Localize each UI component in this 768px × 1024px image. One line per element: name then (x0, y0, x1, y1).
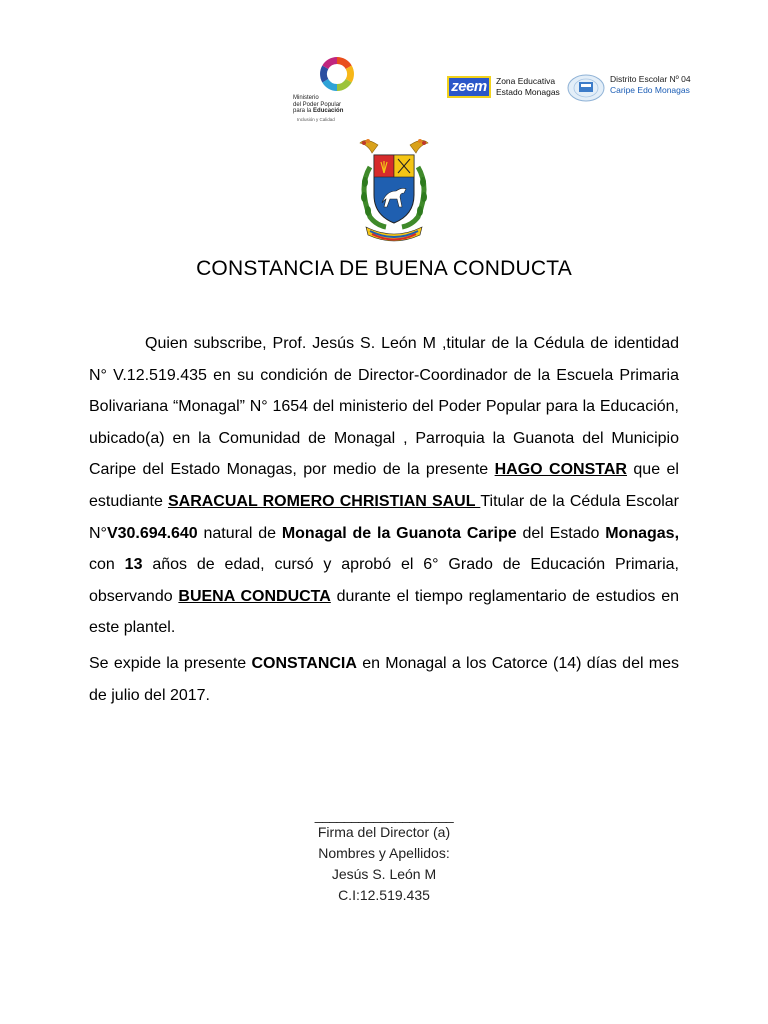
signature-names-label: Nombres y Apellidos: (318, 845, 450, 861)
zeem-logo: zeem (447, 76, 491, 98)
student-name: SARACUAL ROMERO CHRISTIAN SAUL (167, 492, 481, 510)
constancia-word: CONSTANCIA (251, 654, 357, 672)
body-text-3: Titular de la Cédula Escolar N° (89, 492, 680, 542)
signature-block (0, 808, 768, 906)
signature-name: Jesús S. León M (331, 866, 437, 882)
signature-line: ___________________ (314, 807, 454, 823)
signature-role: Firma del Director (a) (317, 824, 451, 840)
signature-ci: C.I:12.519.435 (338, 887, 430, 903)
distrito-line2: Caripe Edo Monagas (610, 85, 690, 95)
zona-educativa-text (496, 76, 560, 98)
distrito-globe-icon (566, 73, 606, 103)
ministry-line3-b: Educación (313, 108, 344, 114)
ministry-tagline: Inclusión y Calidad (297, 116, 335, 122)
birth-place: Monagal de la Guanota Caripe (281, 524, 517, 542)
body-text-4: natural de (197, 524, 282, 542)
paragraph-expide (89, 648, 679, 711)
body-text-6: con (89, 556, 125, 574)
paragraph-main (89, 328, 679, 644)
ministry-logo-text (293, 95, 343, 123)
zona-educativa-banner (440, 70, 708, 106)
document-body (89, 328, 679, 711)
zona-line2: Estado Monagas (496, 87, 560, 97)
coat-of-arms-icon (356, 137, 432, 245)
zona-line1: Zona Educativa (496, 76, 556, 86)
body-text-5: del Estado (516, 524, 606, 542)
body-text-2: que el estudiante (89, 461, 679, 510)
distrito-line1: Distrito Escolar Nº 04 (610, 74, 691, 84)
student-age: 13 (124, 556, 143, 574)
body-text-7: años de edad, cursó y aprobó el 6° Grado de Educación Primaria, observando (89, 556, 680, 605)
body-text-9: Se expide la presente (89, 654, 252, 672)
birth-state: Monagas, (605, 524, 680, 542)
ministry-emblem-icon (307, 55, 367, 93)
document-title: CONSTANCIA DE BUENA CONDUCTA (196, 257, 572, 280)
ministry-line1: Ministerio (293, 95, 319, 101)
body-text-10: en Monagal a los Catorce (14) días del mes de julio del 2017. (89, 654, 680, 704)
ministry-line3-a: para la (293, 108, 312, 114)
ministry-logo (285, 55, 385, 127)
body-text-8: durante el tiempo reglamentario de estudios en este plantel. (89, 587, 679, 637)
buena-conducta: BUENA CONDUCTA (178, 587, 331, 605)
student-cedula: V30.694.640 (106, 524, 198, 542)
hago-constar: HAGO CONSTAR (494, 461, 627, 479)
distrito-escolar-text (610, 74, 691, 96)
ministry-line2: del Poder Popular (293, 101, 342, 108)
body-text-1: Quien subscribe, Prof. Jesús S. León M ,titular de la Cédula de identidad N° V.12.519.435 en su condición de Director-Coordinador de la Escuela Primaria Bolivariana “Monagal” N° 1654 del ministerio del Poder Popular para la Educación, ubicado(a) en la Comunidad de Monagal , Parroquia la Guanota del Municipio Caripe del Estado Monagas, por medio de la presente (89, 335, 679, 479)
ministry-line3 (293, 108, 343, 115)
